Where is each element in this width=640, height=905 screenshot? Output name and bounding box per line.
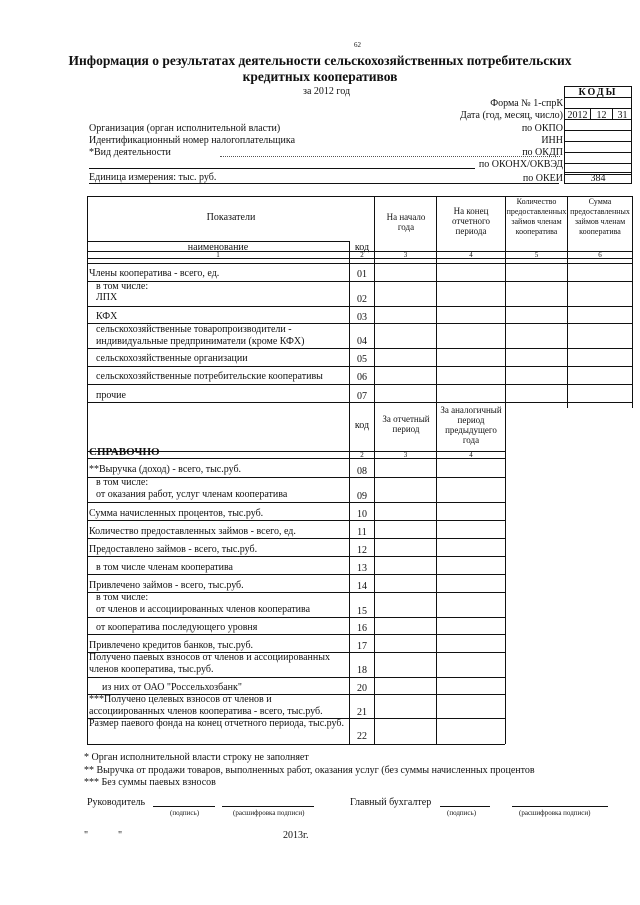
row-09-sub: в том числе:	[96, 477, 149, 488]
row-16-name: от кооператива последующего уровня	[96, 622, 258, 633]
row-09-name: от оказания работ, услуг членам кооператива	[96, 489, 288, 500]
date-month: 12	[596, 110, 607, 121]
okei-label: по ОКЕИ	[522, 173, 563, 184]
chief-signature-line[interactable]	[440, 806, 490, 807]
form-label: Форма № 1-спрК	[490, 98, 563, 109]
row-07-name: прочие	[96, 390, 126, 401]
t2-col-num-4: 4	[469, 451, 473, 459]
date-label: Дата (год, месяц, число)	[460, 110, 563, 121]
row-20-name: из них от ОАО "Россельхозбанк"	[102, 682, 242, 693]
inn-label: ИНН	[541, 135, 563, 146]
row-11-code: 11	[357, 527, 367, 538]
row-21-name: ***Получено целевых взносов от членов и ассоциированных членов кооператива - всего, тыс.руб.	[89, 694, 323, 717]
col-num-5: 5	[534, 251, 539, 259]
head-signature-caption: (подпись)	[170, 809, 200, 817]
date-year: 2012	[567, 110, 588, 121]
col-num-1: 1	[216, 251, 220, 259]
footnote-2: ** Выручка от продажи товаров, выполненных работ, оказания услуг (без суммы начисленных процентов	[84, 765, 535, 776]
col-num-2: 2	[360, 251, 364, 259]
row-17-name: Привлечено кредитов банков, тыс.руб.	[89, 640, 254, 651]
head-label: Руководитель	[87, 797, 146, 808]
row-02-code: 02	[357, 294, 367, 305]
row-13-name: в том числе членам кооператива	[96, 562, 233, 573]
chief-accountant-label: Главный бухгалтер	[350, 797, 432, 808]
row-06-name: сельскохозяйственные потребительские кооперативы	[96, 371, 323, 382]
row-15-sub: в том числе:	[96, 592, 149, 603]
row-17-code: 17	[357, 641, 367, 652]
row-07-code: 07	[357, 391, 367, 402]
row-03-code: 03	[357, 312, 367, 323]
chief-decode-line[interactable]	[512, 806, 608, 807]
row-14-name: Привлечено займов - всего, тыс.руб.	[89, 580, 244, 591]
activity-line	[220, 156, 560, 157]
row-04-code: 04	[357, 336, 367, 347]
col-num-6: 6	[598, 251, 602, 259]
row-16-code: 16	[357, 623, 367, 634]
page-number: 62	[354, 41, 361, 49]
row-21-code: 21	[357, 707, 367, 718]
row-15-name: от членов и ассоциированных членов кооператива	[96, 604, 311, 615]
col-num-4: 4	[469, 251, 473, 259]
footnote-3: *** Без суммы паевых взносов	[84, 777, 216, 788]
head-decode-caption: (расшифровка подписи)	[233, 809, 305, 817]
col-indicators: Показатели	[206, 212, 256, 223]
date-quote-close: "	[118, 830, 123, 841]
row-22-code: 22	[357, 731, 367, 742]
row-10-name: Сумма начисленных процентов, тыс.руб.	[89, 508, 264, 519]
t2-col-code: код	[354, 420, 370, 431]
row-08-name: **Выручка (доход) - всего, тыс.руб.	[89, 464, 242, 475]
row-01-code: 01	[357, 269, 367, 280]
report-year: за 2012 год	[303, 86, 351, 97]
row-18-code: 18	[357, 665, 367, 676]
t2-col-num-2: 2	[360, 451, 364, 459]
row-12-name: Предоставлено займов - всего, тыс.руб.	[89, 544, 258, 555]
row-08-code: 08	[357, 466, 367, 477]
codes-header: КОДЫ	[578, 87, 618, 98]
head-signature-line[interactable]	[153, 806, 215, 807]
date-day: 31	[617, 110, 628, 121]
row-20-code: 20	[357, 683, 367, 694]
head-decode-line[interactable]	[222, 806, 314, 807]
row-06-code: 06	[357, 372, 367, 383]
t2-col-period: За отчетный период	[382, 414, 430, 434]
t2-col-num-3: 3	[403, 451, 408, 459]
row-05-name: сельскохозяйственные организации	[96, 353, 248, 364]
row-22-name: Размер паевого фонда на конец отчетного периода, тыс.руб.	[89, 718, 344, 729]
okved-label: по ОКОНХ/ОКВЭД	[478, 159, 563, 170]
okei-box[interactable]	[564, 172, 632, 184]
okei-value: 384	[590, 173, 606, 184]
col-sum: Сумма предоставленных займов членам кооператива	[570, 197, 630, 236]
okpo-label: по ОКПО	[521, 123, 563, 134]
row-05-code: 05	[357, 354, 367, 365]
row-11-name: Количество предоставленных займов - всего, ед.	[89, 526, 296, 537]
section-title: СПРАВОЧНО	[89, 446, 160, 458]
org-label: Организация (орган исполнительной власти)	[89, 123, 281, 134]
row-13-code: 13	[357, 563, 367, 574]
page-title-line1: Информация о результатах деятельности сельскохозяйственных потребительских	[68, 53, 572, 68]
row-14-code: 14	[357, 581, 367, 592]
col-code: код	[354, 242, 370, 253]
t2-col-prev: За аналогичный период предыдущего года	[440, 405, 502, 445]
row-03-name: КФХ	[96, 311, 118, 322]
page-title-line2: кредитных кооперативов	[242, 69, 398, 84]
col-count: Количество предоставленных займов членам кооператива	[506, 197, 567, 236]
row-02-name: ЛПХ	[96, 292, 118, 303]
row-09-code: 09	[357, 491, 367, 502]
row-10-code: 10	[357, 509, 367, 520]
col-name: наименование	[187, 242, 249, 253]
footnote-1: * Орган исполнительной власти строку не заполняет	[84, 752, 309, 763]
col-num-3: 3	[403, 251, 408, 259]
col-start: На начало года	[386, 212, 426, 232]
row-01-name: Члены кооператива - всего, ед.	[89, 268, 220, 279]
inn-row-label: Идентификационный номер налогоплательщика	[89, 135, 296, 146]
chief-signature-caption: (подпись)	[447, 809, 477, 817]
row-18-name: Получено паевых взносов от членов и ассоциированных членов кооператива, тыс.руб.	[89, 652, 330, 675]
okdp-label: по ОКДП	[522, 147, 563, 158]
signature-year: 2013г.	[283, 830, 309, 841]
date-quote-open: "	[84, 830, 89, 841]
col-end: На конец отчетного периода	[451, 206, 491, 236]
unit-label: Единица измерения: тыс. руб.	[89, 172, 217, 183]
activity-line-2	[89, 168, 475, 169]
row-15-code: 15	[357, 606, 367, 617]
activity-label: *Вид деятельности	[89, 147, 171, 158]
row-12-code: 12	[357, 545, 367, 556]
chief-decode-caption: (расшифровка подписи)	[519, 809, 591, 817]
row-04-name: сельскохозяйственные товаропроизводители - индивидуальные предприниматели (кроме КФХ)	[96, 324, 305, 347]
row-02-sub: в том числе:	[96, 281, 149, 292]
